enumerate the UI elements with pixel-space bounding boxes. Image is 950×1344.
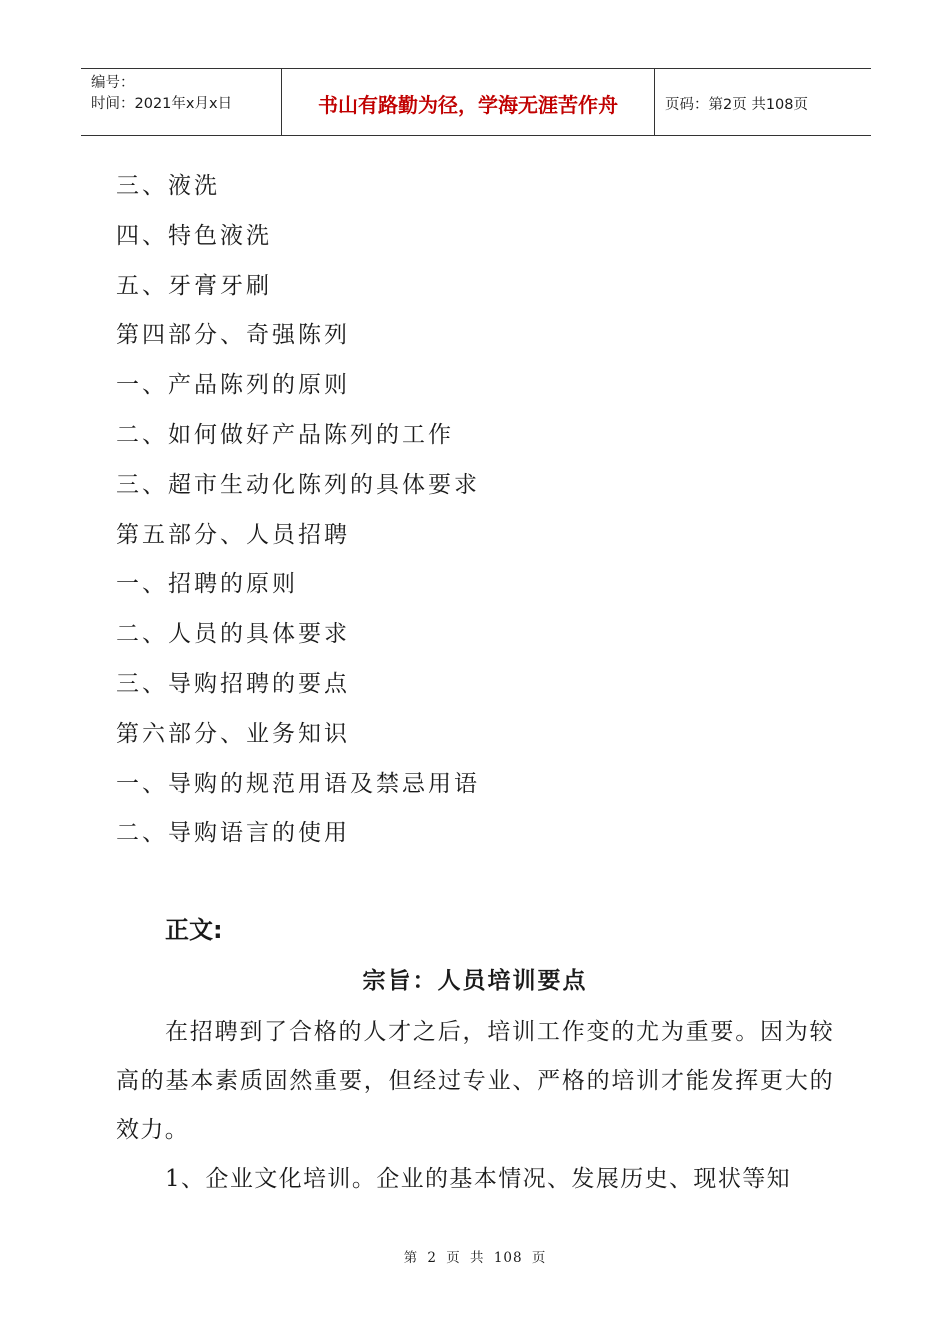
document-number-label: 编号： [91,75,135,91]
body-heading: 正文: [165,916,223,944]
toc-item: 三、超市生动化陈列的具体要求 [116,471,480,498]
page-header [81,68,871,136]
header-meta [81,69,282,135]
toc-item: 三、导购招聘的要点 [116,670,350,697]
body-paragraph: 1、企业文化培训。企业的基本情况、发展历史、现状等知 [165,1166,792,1192]
body-paragraph: 在招聘到了合格的人才之后，培训工作变的尤为重要。因为较高的基本素质固然重要，但经过专业、严格的培训才能发挥更大的效力。 [116,1019,834,1143]
body-text [116,1008,834,1204]
toc-item: 二、人员的具体要求 [116,621,350,648]
toc-item: 一、招聘的原则 [116,571,298,598]
toc-section: 第四部分、奇强陈列 [116,322,350,349]
header-motto: 书山有路勤为径，学海无涯苦作舟 [282,69,655,135]
table-of-contents [116,162,480,859]
toc-item: 二、如何做好产品陈列的工作 [116,421,454,448]
body-title: 宗旨：人员培训要点 [362,968,588,994]
toc-item: 三、液洗 [116,173,220,199]
toc-item: 一、导购的规范用语及禁忌用语 [116,770,480,797]
page-footer: 第 2 页 共 108 页 [403,1250,547,1266]
header-page-info: 页码：第2页 共108页 [665,96,809,113]
toc-item: 一、产品陈列的原则 [116,372,350,399]
toc-section: 第六部分、业务知识 [116,720,350,747]
toc-item: 五、牙膏牙刷 [116,272,272,299]
document-time-label: 时间：2021年x月x日 [91,96,233,112]
toc-section: 第五部分、人员招聘 [116,521,350,548]
toc-item: 二、导购语言的使用 [116,820,350,847]
toc-item: 四、特色液洗 [116,222,272,249]
